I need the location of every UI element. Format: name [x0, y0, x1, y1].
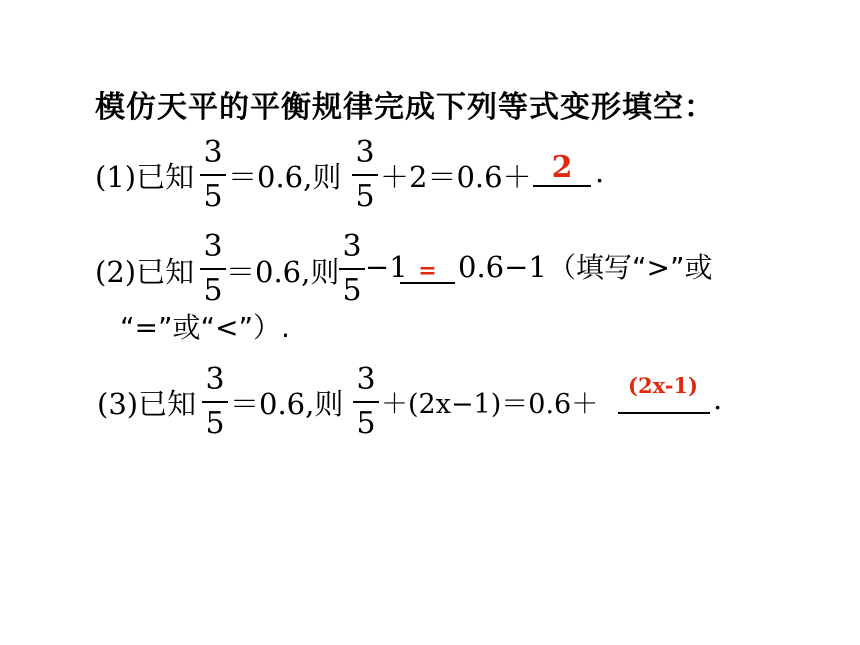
- fraction-bar: [339, 268, 365, 270]
- q3-fraction-1: [200, 362, 230, 441]
- fraction-bar: [202, 401, 228, 403]
- q2-note-line1: （填写“>”或: [548, 251, 713, 284]
- q2-fraction-1: [198, 229, 228, 308]
- q3-rest: ＋(2x−1)＝0.6＋: [381, 389, 599, 420]
- q3-end: .: [713, 382, 723, 416]
- fraction-bar: [200, 268, 226, 270]
- q2-denominator-1: 5: [203, 272, 223, 308]
- page-title: 模仿天平的平衡规律完成下列等式变形填空：: [95, 90, 715, 125]
- q2-denominator-2: 5: [342, 272, 362, 308]
- q3-numerator-2: 3: [356, 362, 376, 397]
- q1-numerator-1: 3: [203, 135, 223, 170]
- q2-eq: ＝0.6,则: [226, 255, 340, 289]
- q2-fraction-2: [337, 229, 367, 308]
- q1-prefix: (1)已知: [95, 160, 195, 194]
- q3-denominator-2: 5: [356, 405, 376, 441]
- q1-denominator-1: 5: [203, 178, 223, 214]
- q2-after: 0.6−1: [458, 250, 547, 284]
- q2-note-line2: “=”或“<”）.: [120, 311, 290, 344]
- q1-rest: ＋2＝0.6＋: [380, 160, 532, 194]
- q2-rest: −1: [365, 250, 408, 284]
- q3-fraction-2: [351, 362, 381, 441]
- q1-eq: ＝0.6,则: [228, 160, 342, 194]
- q1-answer: 2: [551, 150, 573, 185]
- q1-end: .: [595, 155, 605, 189]
- q3-numerator-1: 3: [205, 362, 225, 397]
- fraction-bar: [200, 174, 226, 176]
- q1-fraction-2: [350, 135, 380, 214]
- fraction-bar: [353, 401, 379, 403]
- q3-denominator-1: 5: [205, 405, 225, 441]
- q1-denominator-2: 5: [355, 178, 375, 214]
- q1-fraction-1: [198, 135, 228, 214]
- q2-answer: =: [418, 258, 437, 284]
- q2-numerator-2: 3: [342, 229, 362, 264]
- q3-prefix: (3)已知: [97, 387, 197, 421]
- fraction-bar: [352, 174, 378, 176]
- q3-eq: ＝0.6,则: [230, 387, 344, 421]
- q3-answer: (2x-1): [628, 373, 698, 398]
- q2-prefix: (2)已知: [95, 255, 195, 289]
- q2-numerator-1: 3: [203, 229, 223, 264]
- q1-numerator-2: 3: [355, 135, 375, 170]
